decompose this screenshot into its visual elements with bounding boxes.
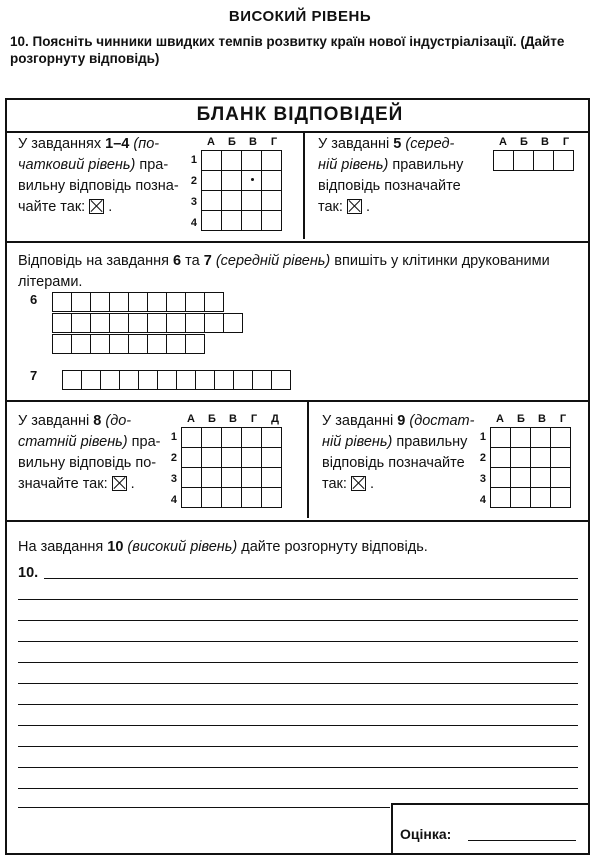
answer-line[interactable] bbox=[18, 725, 578, 726]
question-number: 10. bbox=[10, 34, 29, 49]
question-text: Поясніть чинники швидких темпів розвитку країн нової індустріалізації. (Дайте розгорнуту відповідь) bbox=[10, 34, 565, 66]
divider bbox=[5, 400, 590, 402]
divider bbox=[307, 402, 309, 518]
score-label: Оцінка: bbox=[400, 826, 452, 842]
answer-line[interactable] bbox=[18, 599, 578, 600]
row-label: 2 bbox=[190, 175, 197, 187]
row-label: 1 bbox=[190, 154, 197, 166]
answer-cells-6-row-2[interactable] bbox=[52, 313, 243, 333]
crossed-box-icon bbox=[89, 199, 104, 214]
answer-10-label: 10. bbox=[18, 565, 39, 581]
score-input-line[interactable] bbox=[468, 840, 576, 841]
page-title: ВИСОКИЙ РІВЕНЬ bbox=[228, 8, 372, 25]
crossed-box-icon bbox=[112, 476, 127, 491]
row-label: 4 bbox=[479, 494, 486, 506]
answer-line[interactable] bbox=[18, 620, 578, 621]
section-10-instructions: На завдання 10 (високий рівень) дайте розгорнуту відповідь. bbox=[18, 539, 428, 555]
section-8-instructions: У завданні 8 (до- статній рівень) пра- вильну відповідь по- значайте так: . bbox=[18, 413, 161, 492]
answer-grid-8[interactable] bbox=[181, 427, 282, 508]
answer-line[interactable] bbox=[18, 662, 578, 663]
answer-line[interactable] bbox=[18, 704, 578, 705]
crossed-box-icon bbox=[347, 199, 362, 214]
answer-line[interactable] bbox=[18, 641, 578, 642]
answer-line[interactable] bbox=[44, 578, 578, 579]
answer-line[interactable] bbox=[18, 683, 578, 684]
row-label: 2 bbox=[170, 452, 177, 464]
section-5-instructions: У завданні 5 (серед- ній рівень) правильну відповідь позначайте так: . bbox=[318, 136, 464, 215]
row-label: 4 bbox=[170, 494, 177, 506]
answer-line[interactable] bbox=[18, 767, 578, 768]
divider bbox=[303, 132, 305, 239]
row-label: 4 bbox=[190, 217, 197, 229]
question-10 bbox=[10, 33, 590, 67]
answer-line[interactable] bbox=[18, 788, 578, 789]
answer-grid-5[interactable] bbox=[493, 150, 574, 171]
answer-sheet-title: БЛАНК ВІДПОВІДЕЙ bbox=[196, 104, 404, 125]
answer-cells-6-row-1[interactable] bbox=[52, 292, 224, 312]
section-6-7-instructions: Відповідь на завдання 6 та 7 (середній рівень) впишіть у клітинки друкованими літерами. bbox=[18, 253, 550, 290]
task-6-label: 6 bbox=[30, 292, 38, 307]
divider bbox=[5, 241, 590, 243]
answer-line[interactable] bbox=[18, 746, 578, 747]
row-label: 3 bbox=[170, 473, 177, 485]
section-9-instructions: У завданні 9 (достат- ній рівень) правильну відповідь позначайте так: . bbox=[322, 413, 475, 492]
row-label: 1 bbox=[479, 431, 486, 443]
answer-cells-7[interactable] bbox=[62, 370, 291, 390]
answer-cells-6-row-3[interactable] bbox=[52, 334, 205, 354]
crossed-box-icon bbox=[351, 476, 366, 491]
row-label: 3 bbox=[190, 196, 197, 208]
answer-grid-1-4[interactable] bbox=[201, 150, 282, 231]
row-label: 3 bbox=[479, 473, 486, 485]
row-label: 2 bbox=[479, 452, 486, 464]
divider bbox=[5, 520, 590, 522]
mark-dot bbox=[251, 178, 254, 181]
answer-line[interactable] bbox=[18, 807, 390, 808]
task-7-label: 7 bbox=[30, 368, 38, 383]
answer-grid-9[interactable] bbox=[490, 427, 571, 508]
section-1-4-instructions: У завданнях 1–4 (по- чатковий рівень) пра- вильну відповідь позна- чайте так: . bbox=[18, 136, 179, 215]
row-label: 1 bbox=[170, 431, 177, 443]
divider bbox=[5, 131, 590, 133]
